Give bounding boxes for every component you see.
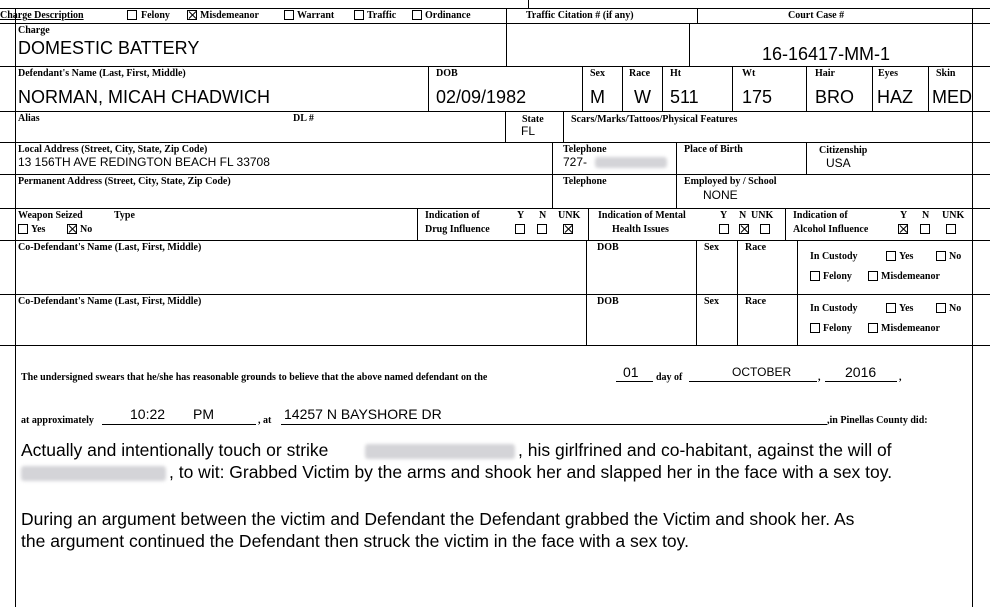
- drug-unk-label: UNK: [558, 210, 581, 221]
- dl-label: DL #: [293, 113, 314, 124]
- defendant-name-value: NORMAN, MICAH CHADWICH: [18, 87, 270, 107]
- narrative-line2: , to wit: Grabbed Victim by the arms and shook her and slapped her in the face with a sex toy.: [169, 462, 893, 482]
- local-address-value: 13 156TH AVE REDINGTON BEACH FL 33708: [18, 155, 270, 169]
- weapon-yes-checkbox[interactable]: [18, 224, 28, 234]
- defendant-name-label: Defendant's Name (Last, First, Middle): [18, 68, 186, 79]
- top-divider: [528, 0, 529, 8]
- permanent-address-label: Permanent Address (Street, City, State, Zip Code): [18, 176, 231, 187]
- eyes-value: HAZ: [877, 87, 913, 107]
- charge-value: DOMESTIC BATTERY: [18, 38, 200, 58]
- codef2-dob-label: DOB: [597, 296, 619, 307]
- codef1-custody-label: In Custody: [810, 251, 858, 262]
- sex-value: M: [590, 87, 605, 107]
- hair-value: BRO: [815, 87, 855, 107]
- traffic-label: Traffic: [367, 10, 397, 21]
- narrative-line1-a: Actually and intentionally touch or strike: [21, 440, 329, 460]
- codef1-custody-no-label: No: [949, 251, 962, 262]
- rule-top: [0, 8, 990, 9]
- skin-label: Skin: [936, 68, 956, 79]
- skin-value: MED: [932, 87, 972, 107]
- weight-value: 175: [742, 87, 773, 107]
- form-right-border: [972, 8, 973, 607]
- location-value: 14257 N BAYSHORE DR: [284, 406, 442, 422]
- scars-label: Scars/Marks/Tattoos/Physical Features: [571, 114, 738, 125]
- codef1-sex-label: Sex: [704, 242, 719, 253]
- codef2-felony-label: Felony: [823, 323, 852, 334]
- codef2-sex-label: Sex: [704, 296, 719, 307]
- alias-label: Alias: [18, 113, 40, 124]
- mental-unk-label: UNK: [751, 210, 774, 221]
- ampm-value: PM: [193, 406, 214, 422]
- misdemeanor-checkbox[interactable]: [187, 10, 197, 20]
- weapon-seized-label: Weapon Seized: [18, 210, 83, 221]
- redacted-victim-name-1: [365, 444, 515, 459]
- employed-label: Employed by / School: [684, 176, 777, 187]
- mental-label-2: Health Issues: [612, 224, 669, 235]
- alcohol-unk-label: UNK: [942, 210, 965, 221]
- hair-label: Hair: [815, 68, 835, 79]
- swear-statement: The undersigned swears that he/she has reasonable grounds to believe that the above named defendant on the: [21, 372, 488, 383]
- height-value: 511: [670, 87, 699, 107]
- day-of-label: day of: [656, 372, 683, 383]
- dob-value: 02/09/1982: [436, 87, 527, 107]
- sex-label: Sex: [590, 68, 605, 79]
- drug-unk-checkbox[interactable]: [563, 224, 573, 234]
- county-text: ,in Pinellas County did:: [827, 415, 928, 426]
- codef1-name-label: Co-Defendant's Name (Last, First, Middle): [18, 242, 202, 253]
- height-label: Ht: [670, 68, 682, 79]
- codef2-custody-yes-checkbox[interactable]: [886, 303, 896, 313]
- state-label: State: [522, 114, 544, 125]
- rule-codef-1: [0, 294, 990, 295]
- alcohol-label-2: Alcohol Influence: [793, 224, 869, 235]
- rule-codef-2: [0, 345, 990, 346]
- dob-label: DOB: [436, 68, 458, 79]
- codef1-felony-checkbox[interactable]: [810, 271, 820, 281]
- weapon-no-label: No: [80, 224, 93, 235]
- codef1-misdemeanor-label: Misdemeanor: [881, 271, 940, 282]
- court-case-value: 16-16417-MM-1: [762, 44, 891, 64]
- alcohol-y-label: Y: [900, 210, 908, 221]
- telephone-value: 727-: [563, 155, 588, 169]
- race-label: Race: [629, 68, 651, 79]
- mental-n-checkbox[interactable]: [739, 224, 749, 234]
- codef1-race-label: Race: [745, 242, 767, 253]
- charge-description-label: Charge Description: [0, 10, 84, 21]
- race-value: W: [634, 87, 651, 107]
- codef1-custody-yes-label: Yes: [899, 251, 914, 262]
- year-value: 2016: [845, 364, 877, 380]
- citizenship-label: Citizenship: [819, 145, 868, 156]
- traffic-checkbox[interactable]: [354, 10, 364, 20]
- codef2-custody-yes-label: Yes: [899, 303, 914, 314]
- weapon-no-checkbox[interactable]: [67, 224, 77, 234]
- alcohol-label-1: Indication of: [793, 210, 848, 221]
- at-location-label: , at: [258, 415, 272, 426]
- mental-y-checkbox[interactable]: [719, 224, 729, 234]
- month-value: OCTOBER: [732, 365, 792, 379]
- ordinance-label: Ordinance: [425, 10, 471, 21]
- warrant-label: Warrant: [297, 10, 335, 21]
- place-of-birth-label: Place of Birth: [684, 144, 743, 155]
- drug-y-checkbox[interactable]: [515, 224, 525, 234]
- codef1-dob-label: DOB: [597, 242, 619, 253]
- warrant-checkbox[interactable]: [284, 10, 294, 20]
- state-value: FL: [521, 124, 536, 138]
- codef2-misdemeanor-checkbox[interactable]: [868, 323, 878, 333]
- drug-label-2: Drug Influence: [425, 224, 490, 235]
- codef2-felony-checkbox[interactable]: [810, 323, 820, 333]
- mental-label-1: Indication of Mental: [598, 210, 686, 221]
- codef2-custody-no-checkbox[interactable]: [936, 303, 946, 313]
- telephone-label: Telephone: [563, 144, 607, 155]
- rule-defendant: [0, 111, 990, 112]
- court-case-label: Court Case #: [788, 10, 845, 21]
- mental-y-label: Y: [720, 210, 728, 221]
- alcohol-y-checkbox[interactable]: [898, 224, 908, 234]
- narrative-line1-b: , his girlfrined and co-habitant, against the will of: [518, 440, 892, 460]
- rule-permanent-address: [0, 208, 990, 209]
- mental-unk-checkbox[interactable]: [760, 224, 770, 234]
- rule-indicators: [0, 240, 990, 241]
- traffic-citation-label: Traffic Citation # (if any): [526, 10, 634, 21]
- drug-n-checkbox[interactable]: [537, 224, 547, 234]
- alcohol-unk-checkbox[interactable]: [946, 224, 956, 234]
- codef2-custody-no-label: No: [949, 303, 962, 314]
- codef1-felony-label: Felony: [823, 271, 852, 282]
- rule-charge: [0, 66, 990, 67]
- form-left-border: [15, 8, 16, 607]
- codef2-race-label: Race: [745, 296, 767, 307]
- local-address-label: Local Address (Street, City, State, Zip Code): [18, 144, 208, 155]
- eyes-label: Eyes: [878, 68, 898, 79]
- weight-label: Wt: [742, 68, 756, 79]
- charge-label: Charge: [18, 25, 50, 36]
- codef1-misdemeanor-checkbox[interactable]: [868, 271, 878, 281]
- drug-y-label: Y: [517, 210, 525, 221]
- ordinance-checkbox[interactable]: [412, 10, 422, 20]
- drug-label-1: Indication of: [425, 210, 480, 221]
- narrative-para2-line2: the argument continued the Defendant then struck the victim in the face with a sex toy.: [21, 531, 689, 551]
- drug-n-label: N: [539, 210, 547, 221]
- narrative-para2-line1: During an argument between the victim and Defendant the Defendant grabbed the Victim and shook her. As: [21, 509, 855, 529]
- felony-label: Felony: [141, 10, 170, 21]
- weapon-type-label: Type: [114, 210, 135, 221]
- mental-n-label: N: [739, 210, 747, 221]
- codef2-custody-label: In Custody: [810, 303, 858, 314]
- employed-value: NONE: [703, 188, 738, 202]
- codef2-misdemeanor-label: Misdemeanor: [881, 323, 940, 334]
- misdemeanor-label: Misdemeanor: [200, 10, 259, 21]
- codef2-name-label: Co-Defendant's Name (Last, First, Middle): [18, 296, 202, 307]
- redacted-phone: [595, 157, 667, 168]
- time-value: 10:22: [130, 406, 166, 422]
- redacted-victim-name-2: [21, 466, 166, 481]
- rule-local-address: [0, 174, 990, 175]
- codef1-custody-no-checkbox[interactable]: [936, 251, 946, 261]
- day-value: 01: [623, 364, 639, 380]
- alcohol-n-label: N: [922, 210, 930, 221]
- permanent-telephone-label: Telephone: [563, 176, 607, 187]
- weapon-yes-label: Yes: [31, 224, 46, 235]
- alcohol-n-checkbox[interactable]: [920, 224, 930, 234]
- citizenship-value: USA: [826, 156, 851, 170]
- codef1-custody-yes-checkbox[interactable]: [886, 251, 896, 261]
- felony-checkbox[interactable]: [127, 10, 137, 20]
- at-approximately-label: at approximately: [21, 415, 94, 426]
- rule-charge-bar: [0, 23, 990, 24]
- rule-alias: [0, 142, 990, 143]
